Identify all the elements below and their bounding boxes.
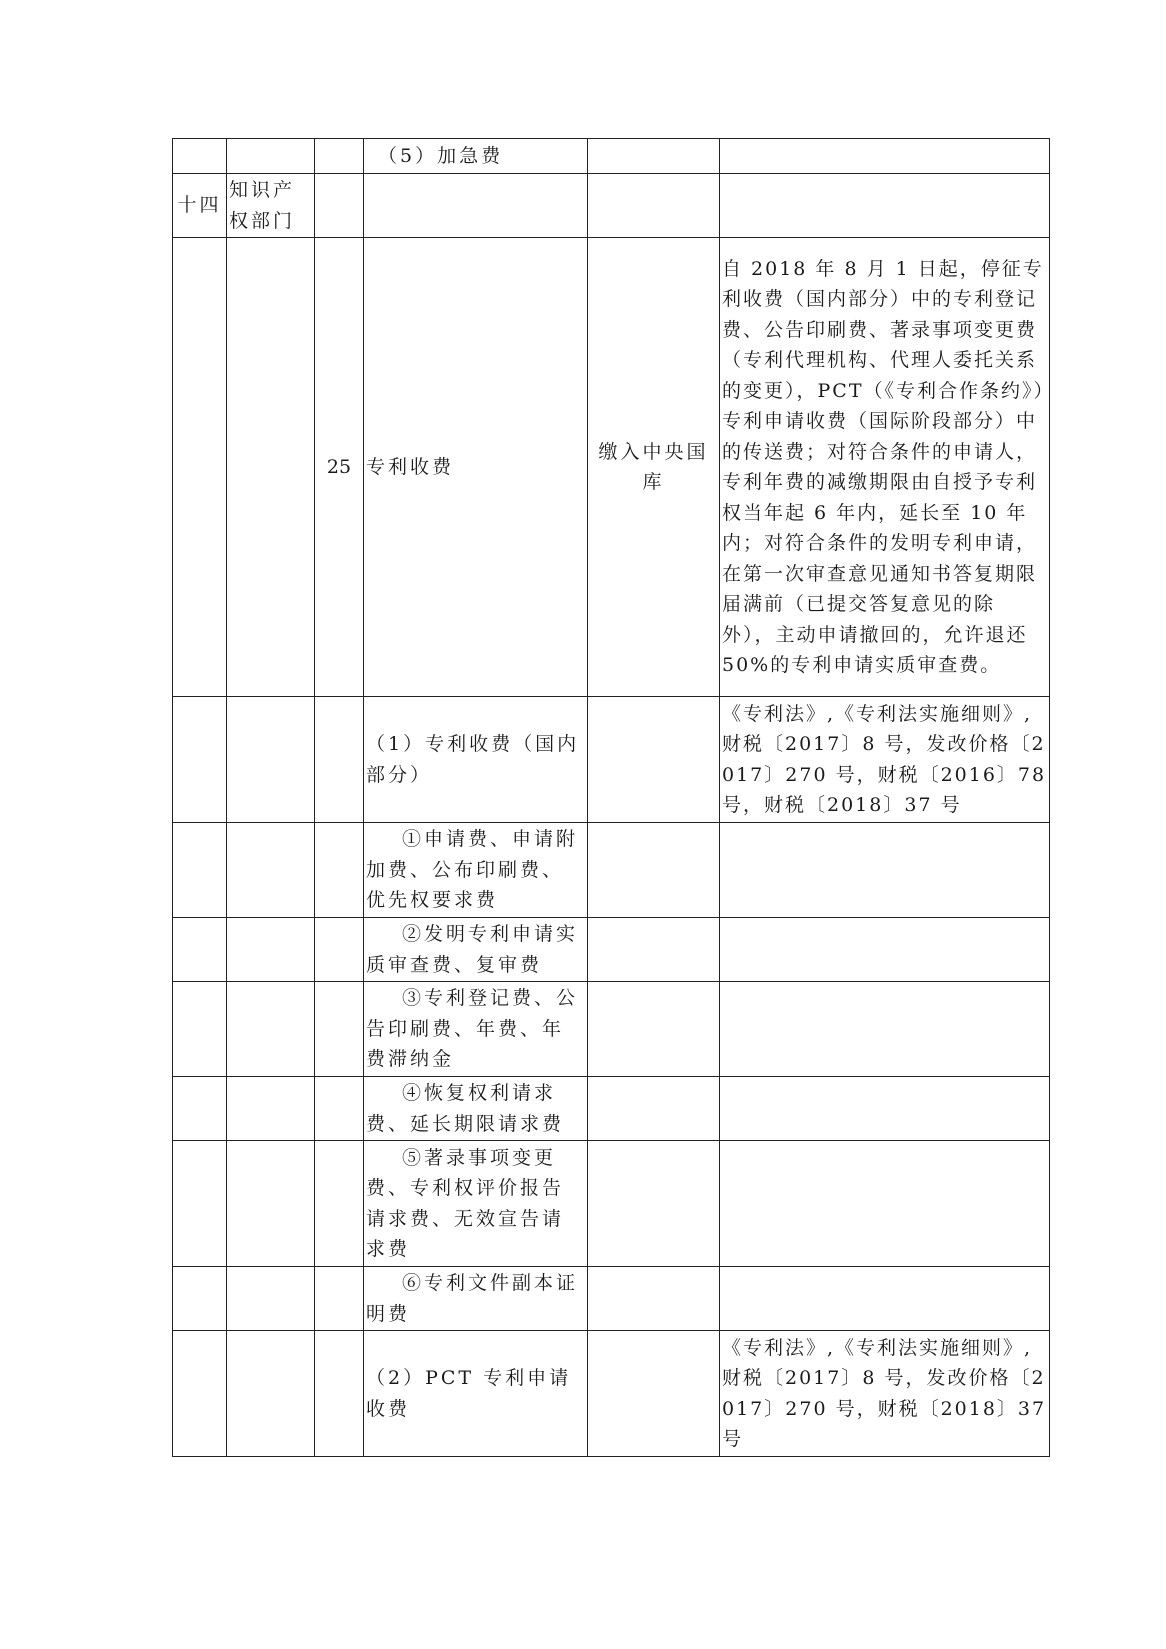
department-cell [227,1141,315,1267]
destination-cell [588,918,720,982]
department-cell [227,918,315,982]
basis-cell: 《专利法》,《专利法实施细则》,财税〔2017〕8 号，发改价格〔2017〕270 号，财税〔2016〕78 号，财税〔2018〕37 号 [720,697,1050,823]
item-seq-cell [315,823,364,918]
basis-cell [720,174,1050,238]
fee-name-cell: （1）专利收费（国内部分） [364,697,588,823]
fee-name-text: （5）加急费 [378,144,504,167]
destination-cell: 缴入中央国库 [588,238,720,697]
table-row [173,238,1050,697]
item-seq-cell: 25 [315,238,364,697]
fee-name-cell [364,1141,588,1267]
fee-name-text: ①申请费、申请附加费、公布印刷费、优先权要求费 [366,828,579,912]
row-number-cell [173,139,227,174]
destination-cell [588,1267,720,1331]
row-number-cell [173,697,227,823]
destination-cell [588,174,720,238]
basis-cell [720,982,1050,1077]
fee-table [172,138,1050,1457]
row-number-cell [173,1331,227,1457]
fee-name-cell [364,982,588,1077]
fee-name-cell [364,1077,588,1141]
basis-cell [720,139,1050,174]
department-cell [227,1267,315,1331]
fee-name-cell [364,139,588,174]
table-row [173,982,1050,1077]
fee-name-text: ②发明专利申请实质审查费、复审费 [366,923,579,976]
destination-cell [588,982,720,1077]
table-row [173,139,1050,174]
basis-cell: 《专利法》,《专利法实施细则》,财税〔2017〕8 号，发改价格〔2017〕270 号，财税〔2018〕37 号 [720,1331,1050,1457]
department-cell [227,238,315,697]
destination-cell [588,823,720,918]
destination-cell [588,139,720,174]
table-row [173,1331,1050,1457]
row-number-cell [173,918,227,982]
item-seq-cell [315,982,364,1077]
row-number-cell [173,1077,227,1141]
basis-cell [720,1077,1050,1141]
department-cell [227,982,315,1077]
destination-cell [588,1077,720,1141]
row-number-cell: 十四 [173,174,227,238]
department-cell [227,1077,315,1141]
department-cell: 知识产权部门 [227,174,315,238]
destination-cell [588,697,720,823]
item-seq-cell [315,174,364,238]
row-number-cell [173,823,227,918]
basis-cell [720,1141,1050,1267]
row-number-cell [173,982,227,1077]
department-cell [227,139,315,174]
table-row [173,1077,1050,1141]
fee-name-cell [364,174,588,238]
fee-name-cell [364,1267,588,1331]
table-row [173,1141,1050,1267]
table-row [173,823,1050,918]
item-seq-cell [315,139,364,174]
fee-name-cell: 专利收费 [364,238,588,697]
basis-cell [720,823,1050,918]
fee-name-text: ③专利登记费、公告印刷费、年费、年费滞纳金 [366,987,579,1071]
table-row [173,174,1050,238]
row-number-cell [173,1141,227,1267]
item-seq-cell [315,1331,364,1457]
department-cell [227,1331,315,1457]
destination-cell [588,1331,720,1457]
department-cell [227,697,315,823]
item-seq-cell [315,1141,364,1267]
department-cell [227,823,315,918]
destination-cell [588,1141,720,1267]
fee-name-text: ④恢复权利请求费、延长期限请求费 [366,1082,565,1135]
table-row [173,1267,1050,1331]
basis-cell: 自 2018 年 8 月 1 日起，停征专利收费（国内部分）中的专利登记费、公告印刷费、著录事项变更费（专利代理机构、代理人委托关系的变更），PCT（《专利合作条约》）专利申请收费（国际阶段部分）中的传送费；对符合条件的申请人，专利年费的减缴期限由自授予专利权当年起 6 年内，延长至 10 年内；对符合条件的发明专利申请，在第一次审查意见通知书答复期限届满前（已提交答复意见的除外），主动申请撤回的，允许退还 50%的专利申请实质审查费。 [720,238,1050,697]
item-seq-cell [315,1267,364,1331]
table-row [173,918,1050,982]
fee-name-cell [364,918,588,982]
table-row [173,697,1050,823]
fee-name-text: ⑤著录事项变更费、专利权评价报告请求费、无效宣告请求费 [366,1146,565,1260]
fee-name-cell [364,823,588,918]
basis-cell [720,918,1050,982]
item-seq-cell [315,918,364,982]
item-seq-cell [315,697,364,823]
fee-name-cell: （2）PCT 专利申请收费 [364,1331,588,1457]
fee-name-text: ⑥专利文件副本证明费 [366,1272,579,1325]
item-seq-cell [315,1077,364,1141]
basis-cell [720,1267,1050,1331]
row-number-cell [173,1267,227,1331]
row-number-cell [173,238,227,697]
